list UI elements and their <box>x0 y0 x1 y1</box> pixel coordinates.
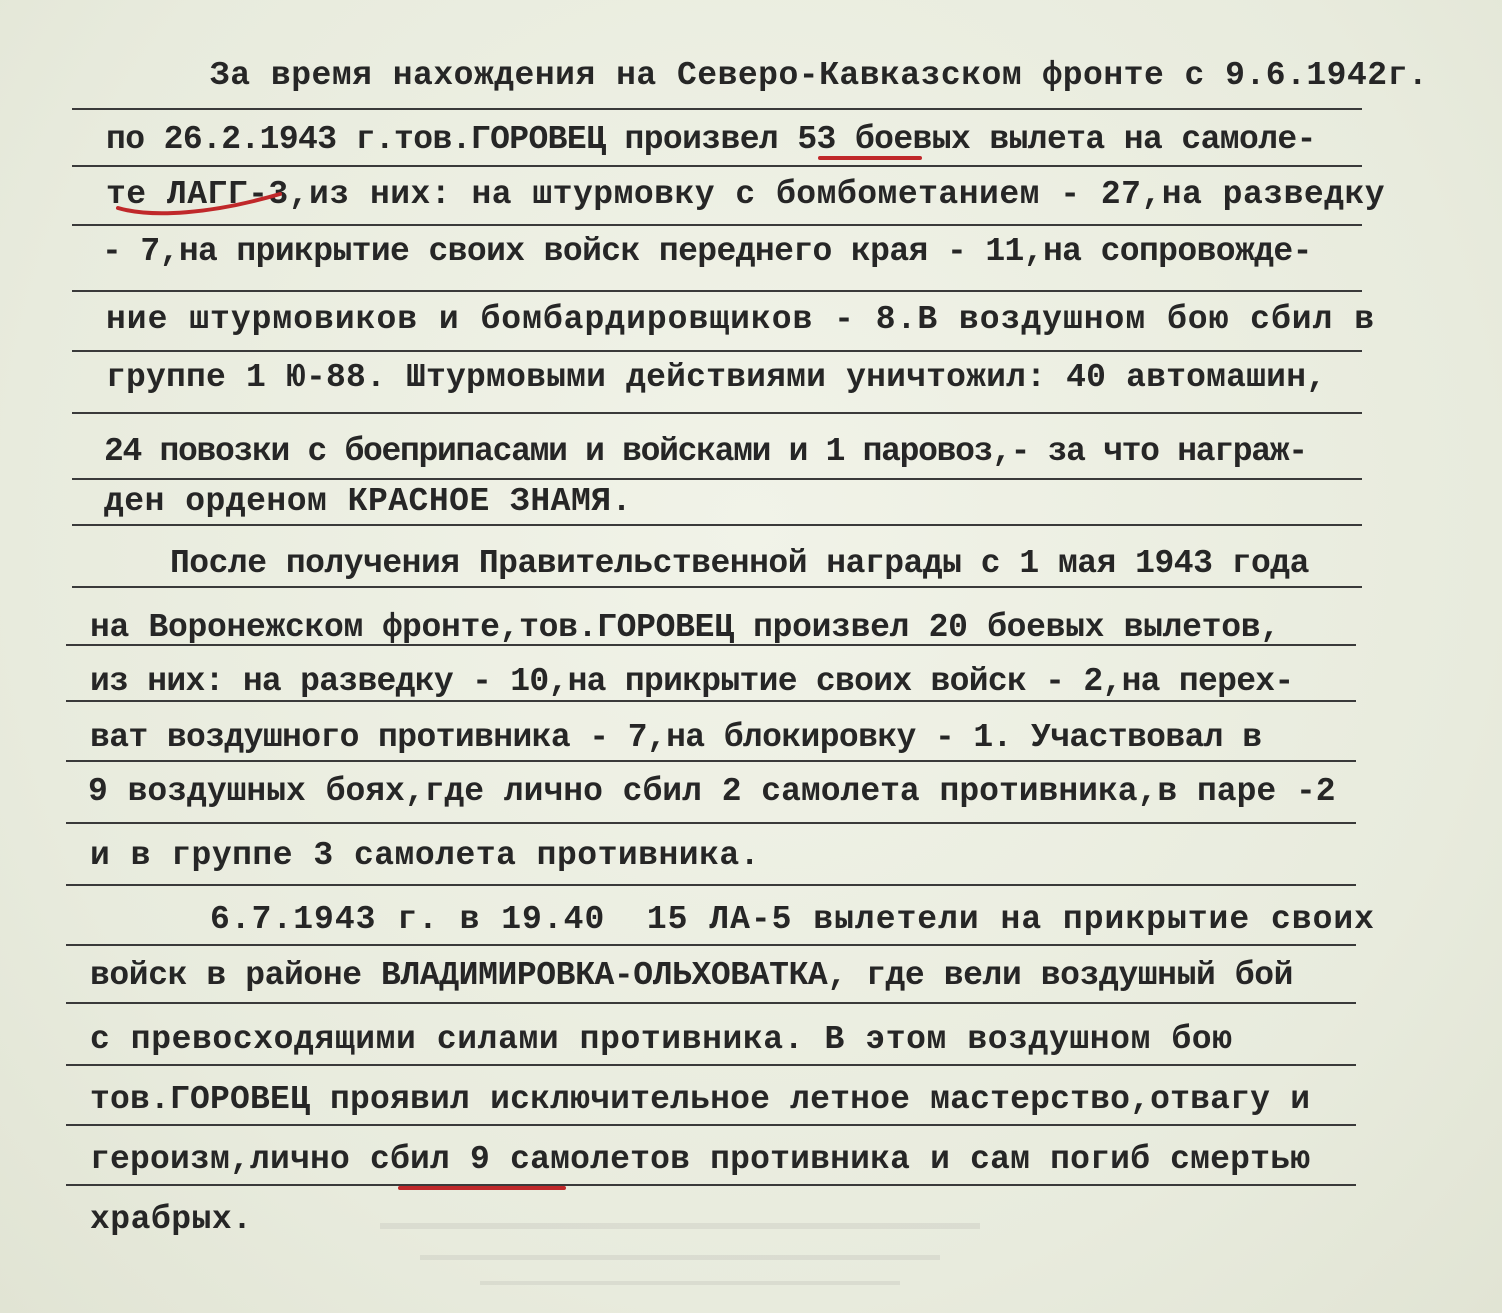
text-line-7: 24 повозки с боеприпасами и войсками и 1 паровоз,- за что награж- <box>104 433 1307 470</box>
text-line-15: 6.7.1943 г. в 19.40 15 ЛА-5 вылетели на прикрытие своих <box>210 901 1375 938</box>
form-rule <box>66 700 1356 702</box>
form-rule <box>72 524 1362 526</box>
bleed-through <box>380 1215 1000 1295</box>
text-line-1: За время нахождения на Северо-Кавказском фронте с 9.6.1942г. <box>210 57 1429 94</box>
text-line-16: войск в районе ВЛАДИМИРОВКА-ОЛЬХОВАТКА, где вели воздушный бой <box>90 957 1294 994</box>
text-line-6: группе 1 Ю-88. Штурмовыми действиями уничтожил: 40 автомашин, <box>106 359 1327 396</box>
form-rule <box>66 1184 1356 1186</box>
text-line-8: ден орденом КРАСНОЕ ЗНАМЯ. <box>104 483 632 520</box>
form-rule <box>66 1002 1356 1004</box>
form-rule <box>72 224 1362 226</box>
form-rule <box>72 412 1362 414</box>
text-line-3: те ЛАГГ-3,из них: на штурмовку с бомбометанием - 27,на разведку <box>106 176 1386 213</box>
text-line-4: - 7,на прикрытие своих войск переднего края - 11,на сопровожде- <box>102 233 1312 270</box>
form-rule <box>72 108 1362 110</box>
text-line-5: ние штурмовиков и бомбардировщиков - 8.В воздушном бою сбил в <box>106 301 1375 338</box>
red-underline-aircraft <box>112 190 292 220</box>
form-rule <box>66 884 1356 886</box>
text-line-18: тов.ГОРОВЕЦ проявил исключительное летное мастерство,отвагу и <box>90 1081 1311 1118</box>
form-rule <box>66 1064 1356 1066</box>
text-line-19: героизм,лично сбил 9 самолетов противника и сам погиб смертью <box>90 1141 1311 1178</box>
text-line-12: ват воздушного противника - 7,на блокировку - 1. Участвовал в <box>90 719 1262 756</box>
text-line-13: 9 воздушных боях,где лично сбил 2 самолета противника,в паре -2 <box>88 773 1336 810</box>
text-line-11: из них: на разведку - 10,на прикрытие своих войск - 2,на перех- <box>90 663 1294 700</box>
text-line-20: храбрых. <box>90 1201 253 1238</box>
form-rule <box>66 1124 1356 1126</box>
form-rule <box>72 586 1362 588</box>
text-line-2: по 26.2.1943 г.тов.ГОРОВЕЦ произвел 53 боевых вылета на самоле- <box>106 121 1316 158</box>
red-underline-sorties <box>818 156 922 160</box>
text-line-10: на Воронежском фронте,тов.ГОРОВЕЦ произвел 20 боевых вылетов, <box>90 609 1280 646</box>
form-rule <box>66 760 1356 762</box>
form-rule <box>66 822 1356 824</box>
red-underline-victories <box>398 1186 566 1190</box>
form-rule <box>66 944 1356 946</box>
text-line-14: и в группе 3 самолета противника. <box>90 837 761 874</box>
form-rule <box>72 290 1362 292</box>
form-rule <box>72 165 1362 167</box>
form-rule <box>72 478 1362 480</box>
text-line-9: После получения Правительственной награды с 1 мая 1943 года <box>170 545 1309 582</box>
text-line-17: с превосходящими силами противника. В этом воздушном бою <box>90 1021 1233 1058</box>
form-rule <box>66 644 1356 646</box>
form-rule <box>72 350 1362 352</box>
